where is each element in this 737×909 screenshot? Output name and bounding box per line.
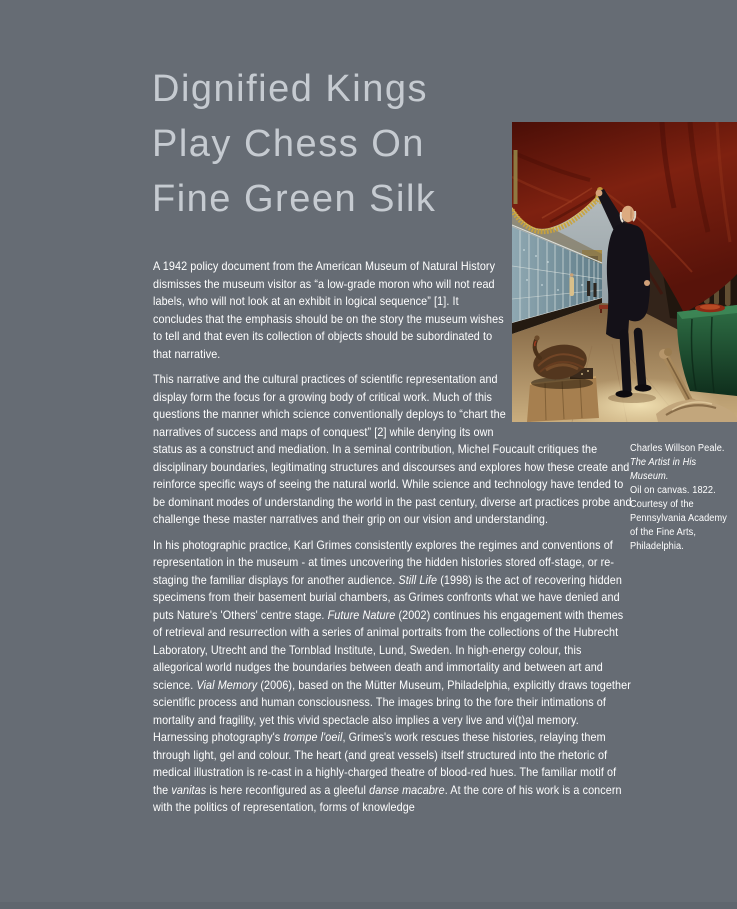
caption-line: Philadelphia. — [630, 541, 684, 552]
title-line-2: Play Chess On — [152, 123, 425, 165]
caption-line: of the Fine Arts, — [630, 527, 696, 538]
image-wrap-spacer — [507, 258, 632, 438]
title-line-1: Dignified Kings — [152, 68, 428, 110]
body-text: This narrative and the cultural practices of scientific representation and display form the focus for a growing body of critical work. Much of this questions the manner which science conventionally deploys to “chart the narratives of success and maps of conquest” [2] while denying its own status as a construct and mediation. In a seminal contribution, Michel Foucault critiques the disciplinary boundaries, legitimating structures and discourses and explores how these create and reinforce specific ways of seeing the natural world. While science and technology have tended to be dominant modes of understanding the world in the past century, diverse art practices probe and challenge these master narratives and their grip on our vision and understanding. — [153, 372, 632, 526]
title-line-3: Fine Green Silk — [152, 178, 437, 220]
body-text: In his photographic practice, Karl Grimes consistently explores the regimes and conventions of representation in the museum - at times uncovering the hidden histories stored off-stage, or re-staging the familiar displays for another audience. — [153, 537, 615, 587]
caption-line: Museum. — [630, 471, 669, 482]
caption-line: Courtesy of the — [630, 499, 694, 510]
figure-caption — [630, 442, 737, 554]
caption-line: The Artist in His — [630, 457, 697, 468]
paragraph — [153, 537, 632, 817]
caption-line: Pennsylvania Academy — [630, 513, 727, 524]
italic-text: Still Life — [398, 572, 438, 587]
body-text: (2002) continues his engagement with themes of retrieval and resurrection with a series of animal portraits from the collections of the Hubrecht Laboratory, Utrecht and the Tornblad Institute, Lund, Sweden. In high-energy colour, this allegorical world nudges the boundaries between death and immortality and between art and science. — [153, 607, 624, 692]
page-title — [152, 62, 436, 227]
body-text: A 1942 policy document from the American Museum of Natural History dismisses the museum visitor as “a low-grade moron who will not read labels, who will not look at an exhibit in logical sequence” [1]. It concludes that the emphasis should be on the story the museum wishes to tell and that even its collection of objects should be subordinated to that narrative. — [153, 259, 504, 361]
caption-line: Oil on canvas. 1822. — [630, 485, 716, 496]
body-text: . At the core of his work is a concern with the politics of representation, forms of knowledge — [153, 782, 622, 814]
italic-text: Vial Memory — [196, 677, 258, 692]
italic-text: danse macabre — [369, 782, 445, 797]
body-text: (1998) is the act of recovering hidden specimens from their basement burial chambers, as Grimes confronts what we have denied and puts Nature's 'Others' centre stage. — [153, 572, 622, 622]
bottom-edge-shade — [0, 902, 737, 909]
italic-text: vanitas — [171, 782, 207, 797]
italic-text: Future Nature — [327, 607, 396, 622]
italic-text: trompe l'oeil — [283, 730, 343, 744]
body-text: , Grimes's work rescues these histories, relaying them through light, gel and colour. The heart (and great vessels) itself structured into the rhetoric of medical illustration is re-cast in a highly-charged theatre of blood-red hues. The familiar motif of the — [153, 730, 617, 797]
body-text: is here reconfigured as a gleeful — [206, 782, 370, 797]
caption-line: Charles Willson Peale. — [630, 443, 725, 454]
body-text: (2006), based on the Mütter Museum, Philadelphia, explicitly draws together scientific process and human consciousness. The images bring to the fore their intimations of mortality and fragility, yet this vivid spectacle also implies a very live and vi(t)al memory. Harnessing photography's — [153, 677, 631, 744]
article-body — [153, 258, 632, 825]
